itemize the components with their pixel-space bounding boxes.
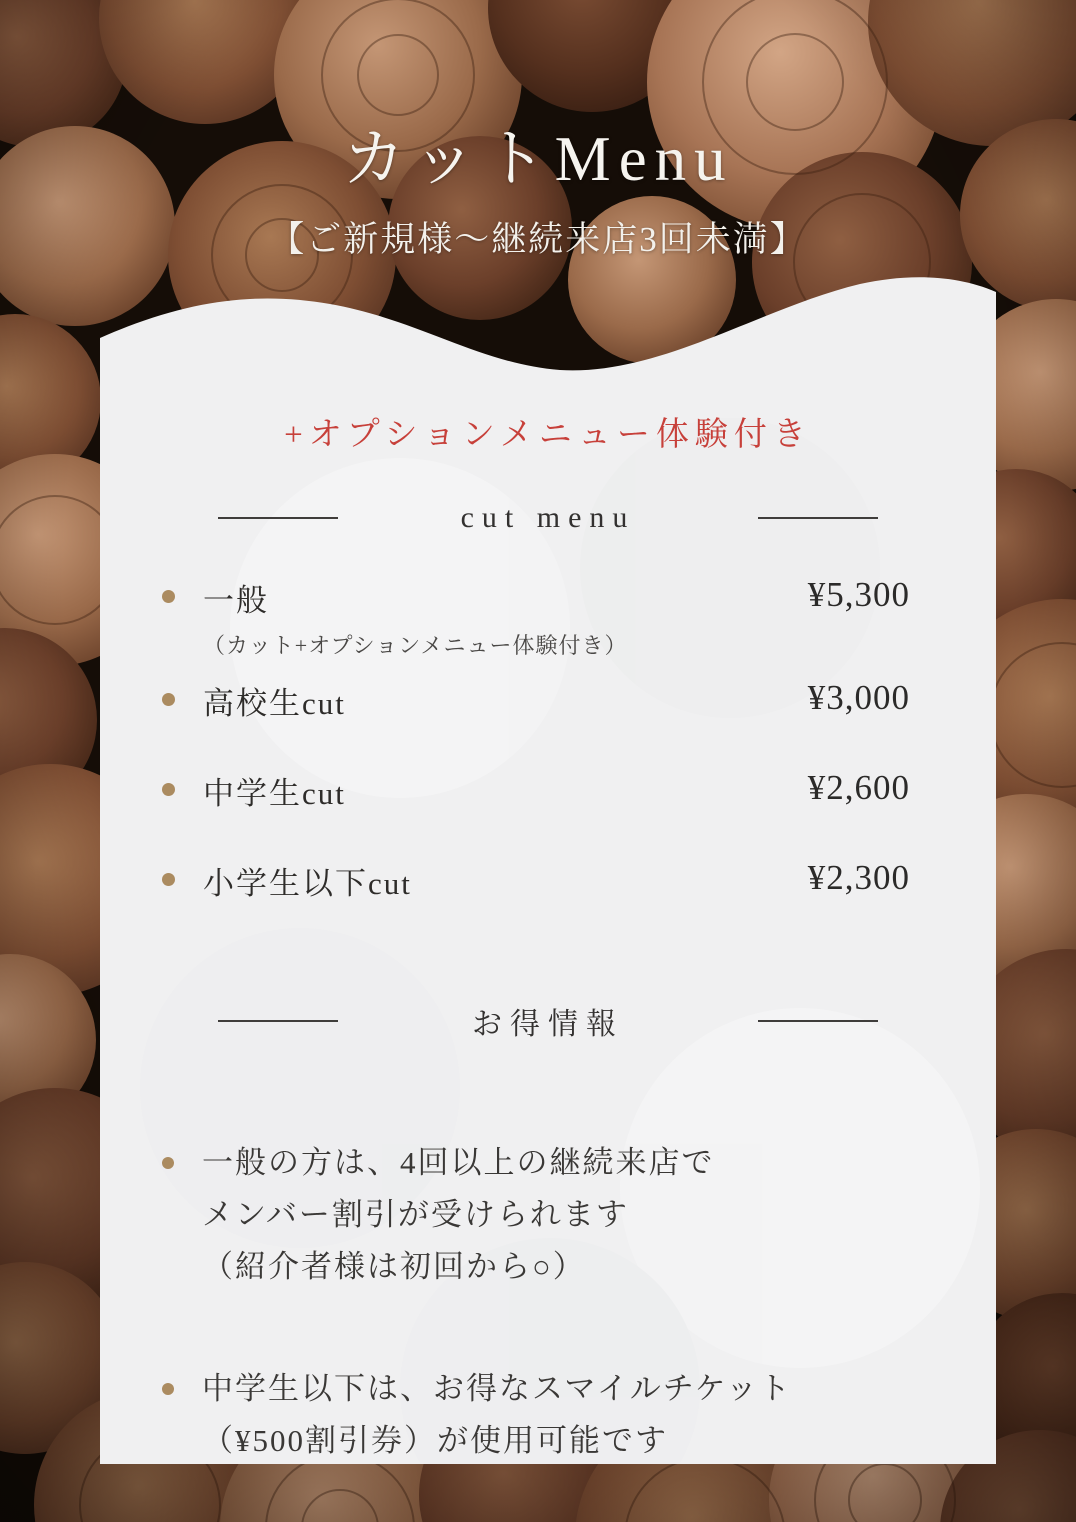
info-line: 中学生以下は、お得なスマイルチケット <box>202 1371 792 1407</box>
info-note <box>162 1137 936 1293</box>
page-subtitle: 【ご新規様〜継続来店3回未満】 <box>269 220 807 259</box>
item-price: ¥2,300 <box>807 858 910 897</box>
menu-card <box>100 268 996 1464</box>
info-note-text <box>202 1137 715 1293</box>
info-line: （紹介者様は初回から○） <box>202 1249 586 1285</box>
item-block <box>203 678 808 723</box>
info-note <box>162 1363 936 1467</box>
divider-line-right <box>758 517 878 519</box>
bullet-dot-icon <box>162 1383 174 1395</box>
bullet-dot-icon <box>162 693 175 706</box>
menu-item-row <box>162 858 910 903</box>
info-line: メンバー割引が受けられます <box>202 1197 629 1233</box>
option-highlight-text: +オプションメニュー体験付き <box>284 417 812 453</box>
divider-line-left <box>218 517 338 519</box>
info-note-text <box>202 1363 792 1467</box>
item-note: （カット+オプションメニュー体験付き） <box>203 633 628 658</box>
bullet-dot-icon <box>162 873 175 886</box>
deals-heading-label: お得情報 <box>472 1008 624 1041</box>
deals-info-list <box>162 1137 936 1467</box>
item-price: ¥3,000 <box>807 678 910 717</box>
item-name: 高校生cut <box>203 686 346 721</box>
bullet-dot-icon <box>162 590 175 603</box>
menu-item-row <box>162 678 910 723</box>
cut-menu-heading <box>100 501 996 535</box>
bullet-dot-icon <box>162 783 175 796</box>
cut-menu-list <box>162 575 910 903</box>
menu-item-row <box>162 768 910 813</box>
deals-heading <box>100 999 996 1043</box>
item-block <box>203 575 808 660</box>
item-price: ¥2,600 <box>807 768 910 807</box>
item-name: 一般 <box>203 583 269 618</box>
info-line: （¥500割引券）が使用可能です <box>202 1423 668 1459</box>
menu-item-row <box>162 575 910 660</box>
divider-line-right <box>758 1020 878 1022</box>
cut-menu-heading-label: cut menu <box>460 501 636 534</box>
item-block <box>203 768 808 813</box>
page-title: カットMenu <box>342 124 734 194</box>
info-line: 一般の方は、4回以上の継続来店で <box>202 1145 715 1180</box>
item-name: 小学生以下cut <box>203 866 412 901</box>
divider-line-left <box>218 1020 338 1022</box>
item-block <box>203 858 808 903</box>
bullet-dot-icon <box>162 1157 174 1169</box>
item-price: ¥5,300 <box>807 575 910 614</box>
item-name: 中学生cut <box>203 776 346 811</box>
